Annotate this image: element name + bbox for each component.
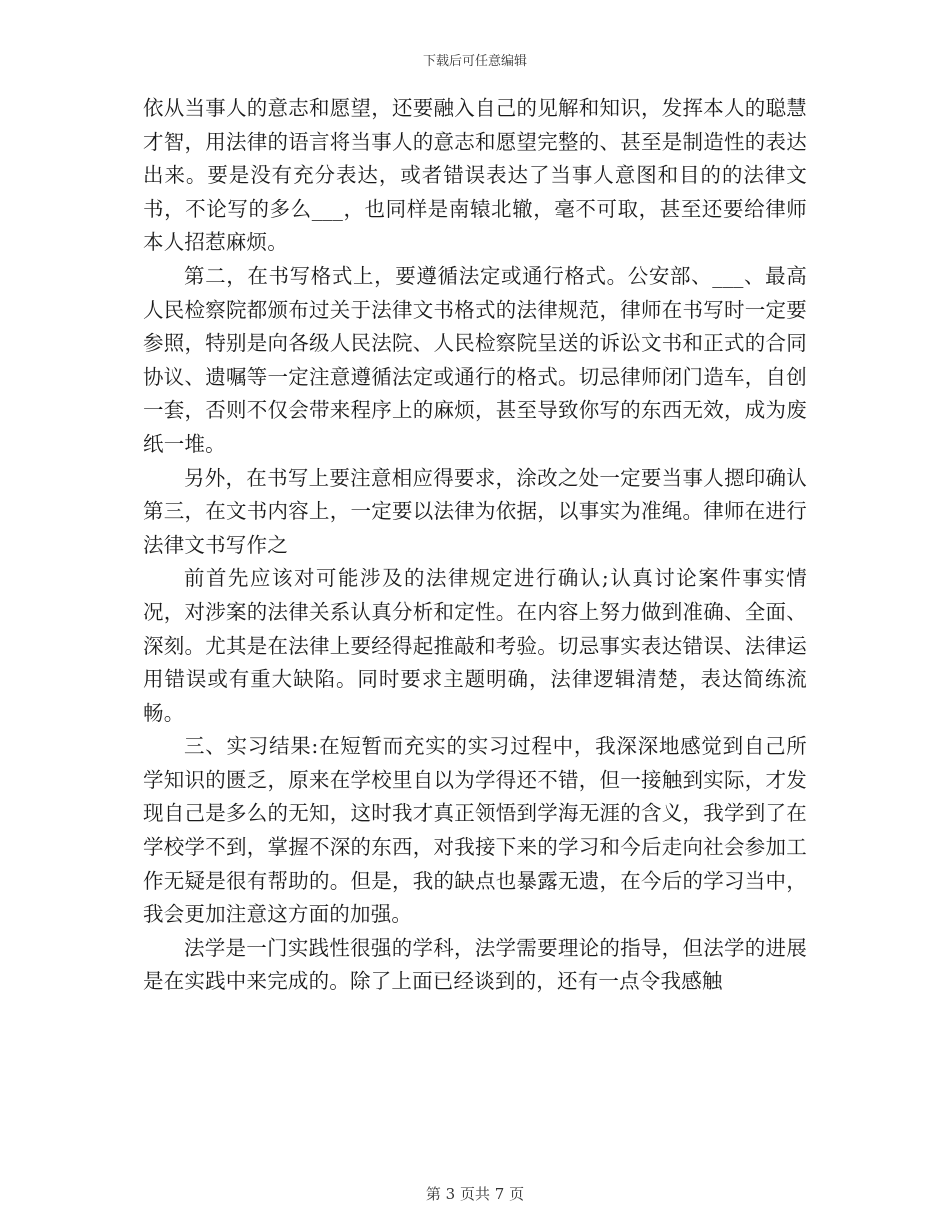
- page-header: 下载后可任意编辑: [422, 54, 527, 69]
- paragraph-1: 依从当事人的意志和愿望，还要融入自己的见解和知识，发挥本人的聪慧才智，用法律的语言将当事人的意志和愿望完整的、甚至是制造性的表达出来。要是没有充分表达，或者错误表达了当事人意图和目的的法律文书，不论写的多么___，也同样是南辕北辙，毫不可取，甚至还要给律师本人招惹麻烦。: [143, 96, 807, 255]
- paragraph-5: 三、实习结果:在短暂而充实的实习过程中，我深深地感觉到自己所学知识的匮乏，原来在学校里自以为学得还不错，但一接触到实际，才发现自己是多么的无知，这时我才真正领悟到学海无涯的含义，我学到了在学校学不到，掌握不深的东西，对我接下来的学习和今后走向社会参加工作无疑是很有帮助的。但是，我的缺点也暴露无遗，在今后的学习当中，我会更加注意这方面的加强。: [143, 734, 807, 927]
- page-number-footer: 第 3 页共 7 页: [425, 1185, 525, 1203]
- paragraph-6: 法学是一门实践性很强的学科，法学需要理论的指导，但法学的进展是在实践中来完成的。除了上面已经谈到的，还有一点令我感触: [143, 935, 807, 994]
- paragraph-4: 前首先应该对可能涉及的法律规定进行确认;认真讨论案件事实情况，对涉案的法律关系认真分析和定性。在内容上努力做到准确、全面、深刻。尤其是在法律上要经得起推敲和考验。切忌事实表达错误、法律运用错误或有重大缺陷。同时要求主题明确，法律逻辑清楚，表达简练流畅。: [143, 566, 807, 725]
- document-body: [143, 92, 807, 999]
- paragraph-2: 第二，在书写格式上，要遵循法定或通行格式。公安部、___、最高人民检察院都颁布过关于法律文书格式的法律规范，律师在书写时一定要参照，特别是向各级人民法院、人民检察院呈送的诉讼文书和正式的合同协议、遗嘱等一定注意遵循法定或通行的格式。切忌律师闭门造车，自创一套，否则不仅会带来程序上的麻烦，甚至导致你写的东西无效，成为废纸一堆。: [143, 263, 807, 456]
- paragraph-3: 另外，在书写上要注意相应得要求，涂改之处一定要当事人摁印确认第三，在文书内容上，一定要以法律为依据，以事实为准绳。律师在进行法律文书写作之: [143, 465, 807, 557]
